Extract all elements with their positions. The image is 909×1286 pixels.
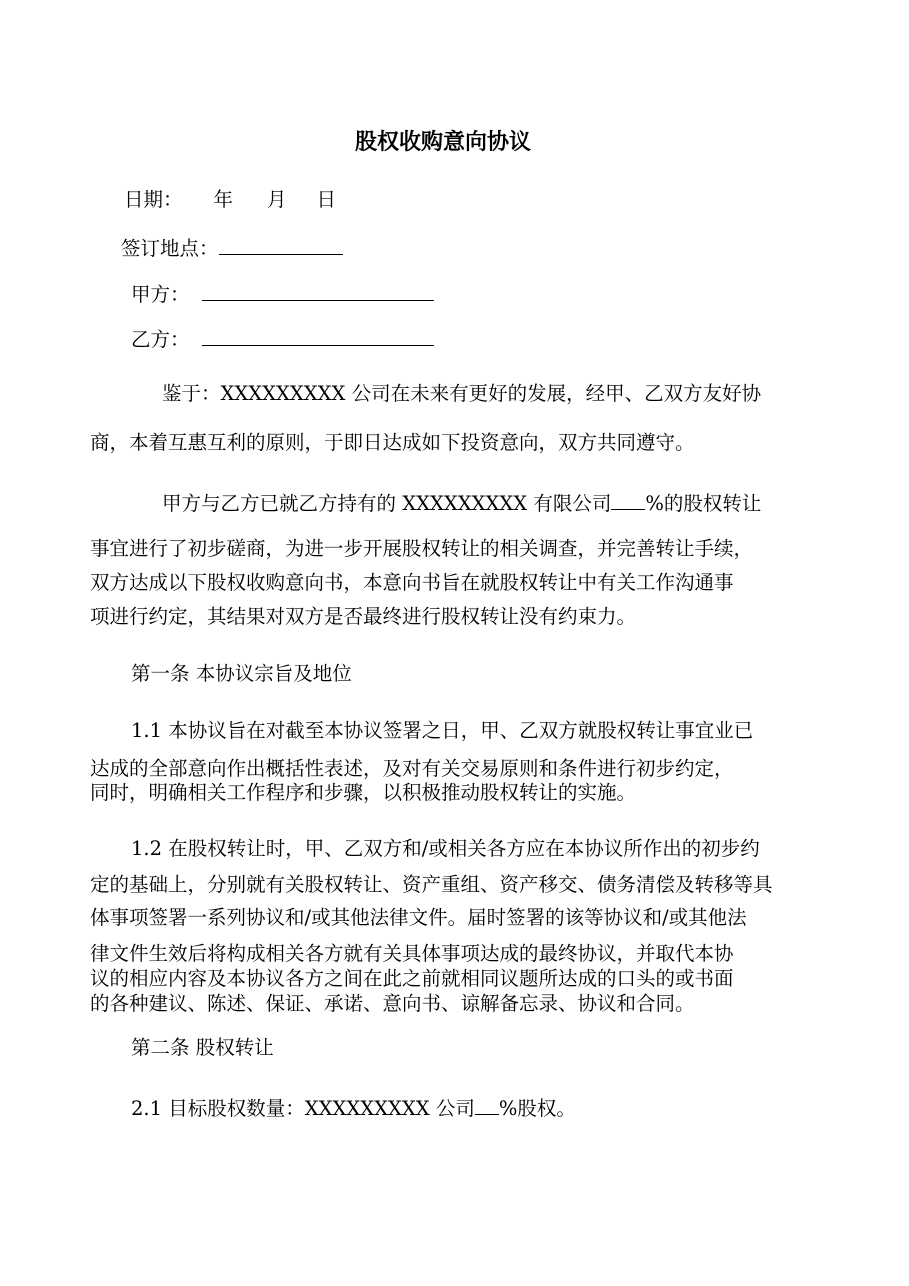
clause-2-1 <box>131 1094 576 1121</box>
party-a-blank <box>202 280 434 301</box>
percentage-blank <box>611 489 645 510</box>
clause-2-1-post: %股权。 <box>498 1097 576 1120</box>
para2-line-1-pre: 甲方与乙方已就乙方持有的 XXXXXXXXX 有限公司 <box>162 492 612 515</box>
clause-1-1-line-1: 1.1 本协议旨在对截至本协议签署之日，甲、乙双方就股权转让事宜业已 <box>131 719 754 742</box>
signing-place-line <box>121 234 343 261</box>
para2-line-4: 项进行约定，其结果对双方是否最终进行股权转让没有约束力。 <box>90 605 637 628</box>
para2-line-2: 事宜进行了初步磋商，为进一步开展股权转让的相关调查，并完善转让手续， <box>90 537 754 560</box>
party-a-line <box>131 280 434 307</box>
clause-1-2-line-4: 律文件生效后将构成相关各方就有关具体事项达成的最终协议，并取代本协 <box>90 942 734 965</box>
party-b-line <box>131 325 434 352</box>
party-a-label: 甲方： <box>131 283 190 306</box>
date-day: 日 <box>316 188 337 211</box>
clause-1-1-line-3: 同时，明确相关工作程序和步骤，以积极推动股权转让的实施。 <box>90 781 637 804</box>
clause-1-2-line-5: 议的相应内容及本协议各方之间在此之前就相同议题所达成的口头的或书面 <box>90 967 734 990</box>
clause-2-1-pre: 2.1 目标股权数量：XXXXXXXXX 公司 <box>131 1097 475 1120</box>
para2-line-1-post: %的股权转让 <box>645 492 762 515</box>
article-1-heading: 第一条 本协议宗旨及地位 <box>131 662 352 685</box>
preamble-line-1: 鉴于：XXXXXXXXX 公司在未来有更好的发展，经甲、乙双方友好协 <box>162 382 762 405</box>
article-2-heading: 第二条 股权转让 <box>131 1036 274 1059</box>
percentage-blank <box>475 1094 499 1115</box>
clause-1-2-line-3: 体事项签署一系列协议和/或其他法律文件。届时签署的该等协议和/或其他法 <box>90 906 747 929</box>
date-line <box>124 188 336 212</box>
preamble-line-2: 商，本着互惠互利的原则，于即日达成如下投资意向，双方共同遵守。 <box>90 431 695 454</box>
party-b-blank <box>202 325 434 346</box>
date-label: 日期： <box>124 188 183 211</box>
signing-place-blank <box>219 234 343 255</box>
page-title: 股权收购意向协议 <box>355 130 532 155</box>
clause-1-2-line-2: 定的基础上，分别就有关股权转让、资产重组、资产移交、债务清偿及转移等具 <box>90 873 773 896</box>
para2-line-3: 双方达成以下股权收购意向书，本意向书旨在就股权转让中有关工作沟通事 <box>90 571 734 594</box>
clause-1-2-line-6: 的各种建议、陈述、保证、承诺、意向书、谅解备忘录、协议和合同。 <box>90 992 695 1015</box>
clause-1-2-line-1: 1.2 在股权转让时，甲、乙双方和/或相关各方应在本协议所作出的初步约 <box>131 837 760 860</box>
clause-1-1-line-2: 达成的全部意向作出概括性表述，及对有关交易原则和条件进行初步约定， <box>90 757 734 780</box>
para2-line-1 <box>162 489 761 516</box>
signing-place-label: 签订地点： <box>121 237 219 260</box>
date-month: 月 <box>267 188 287 211</box>
party-b-label: 乙方： <box>131 328 190 351</box>
date-year: 年 <box>213 188 234 211</box>
